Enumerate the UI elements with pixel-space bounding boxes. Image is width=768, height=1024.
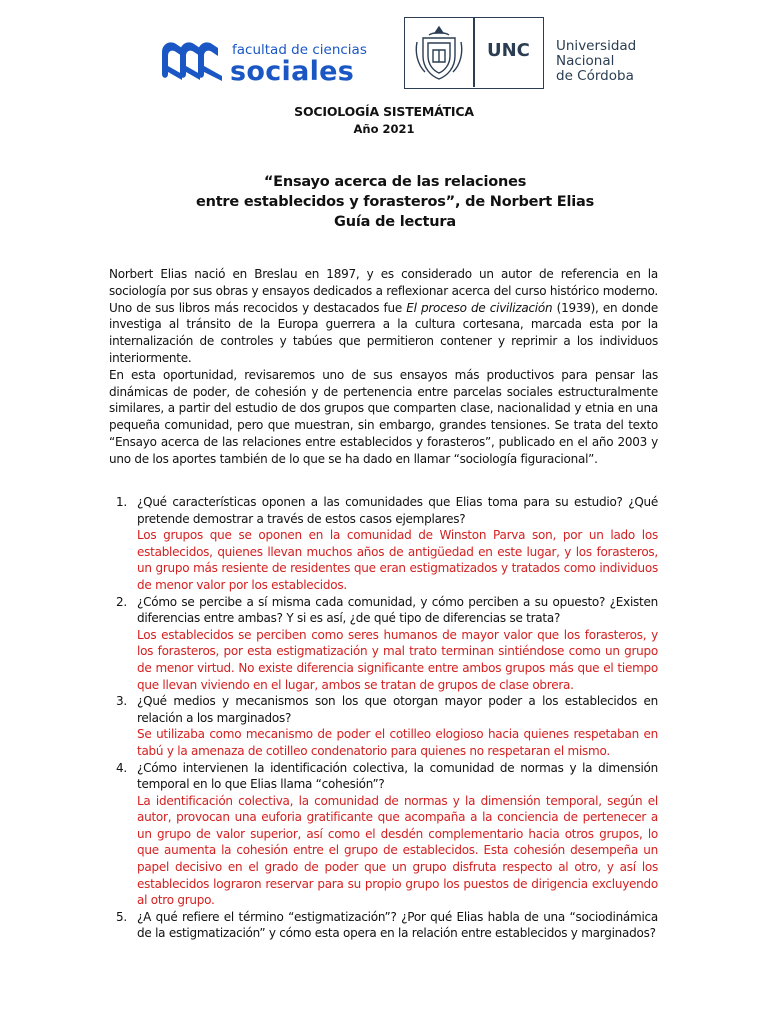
course-title: SOCIOLOGÍA SISTEMÁTICA [294,104,474,119]
question-text: ¿Cómo se percibe a sí misma cada comunidad, y cómo perciben a su opuesto? ¿Existen diferencias entre ambas? Y si es así, ¿de qué tipo de diferencias se trata? [137,594,658,626]
intro-p1-after: (1939), en donde investiga al tránsito de la Europa guerrera a la cultura cortesana, marcada esta por la internalización de controles y tabúes que permitieron contener y reprimir a los individuos interiormente. [109,300,658,365]
unc-logo [404,17,644,93]
intro-paragraph-1 [109,266,658,367]
document-title-line3: Guía de lectura [334,214,456,230]
unc-logo-name [556,39,636,84]
document-title-line1: “Ensayo acerca de las relaciones [263,174,527,190]
question-number: 3. [116,694,127,709]
question-number: 2. [116,594,127,609]
question-list [109,494,658,942]
course-year: Año 2021 [353,122,415,136]
unc-logo-divider [473,18,475,87]
unc-name-line2: Nacional [556,53,615,69]
intro-paragraph-2: En esta oportunidad, revisaremos uno de sus ensayos más productivos para pensar las dinámicas de poder, de cohesión y de pertenencia entre parcelas sociales estructuralmente similares, a partir del estudio de dos grupos que comparten clase, nacionalidad y etnia en una pequeña comunidad, pero que muestran, sin embargo, grandes tensiones. Se trata del texto “Ensayo acerca de las relaciones entre establecidos y forasteros”, publicado en el año 2003 y uno de los aportes también de lo que se ha dado en llamar “sociología figuracional”. [109,367,658,466]
question-number: 5. [116,909,127,924]
unc-logo-abbr: UNC [487,40,530,61]
question-number: 1. [116,495,127,509]
answer-text: La identificación colectiva, la comunidad de normas y la dimensión temporal, según el autor, provocan una euforia gratificante que acompaña a la conciencia de pertenecer a un grupo de valor superior, así como el desdén complementario hacia otros grupos, lo que aumenta la cohesión entre el grupo de establecidos. Esta cohesión desempeña un papel decisivo en el grado de poder que un grupo disfruta respecto al otro, y así los establecidos lograron reservar para su propio grupo los puestos de dirigencia excluyendo al otro grupo. [137,793,658,908]
unc-seal-icon [413,24,465,82]
header [0,14,768,94]
facultad-ciencias-sociales-logo [160,34,380,92]
question-number: 4. [116,760,127,775]
answer-text: Los establecidos se perciben como seres humanos de mayor valor que los forasteros, y los forasteros, por esta estigmatización y mal trato terminan sintiéndose como un grupo de menor virtud. No existe diferencia significante entre ambos grupos más que el tiempo que llevan viviendo en el lugar, ambos se tratan de grupos de clase obrera. [137,627,658,692]
question-item [109,760,658,909]
question-item [109,693,658,759]
intro-p1-before: Norbert Elias nació en Breslau en 1897, y es considerado un autor de referencia en la sociología por sus obras y ensayos dedicados a reflexionar acerca del curso histórico moderno. Uno de sus libros más recocidos y destacados fue [109,267,658,315]
unc-name-line1: Universidad [556,38,637,54]
question-text: ¿Cómo intervienen la identificación colectiva, la comunidad de normas y la dimensión temporal en lo que Elias llama “cohesión”? [137,760,658,792]
answer-text: Se utilizaba como mecanismo de poder el cotilleo elogioso hacia quienes respetaban en tabú y la amenaza de cotilleo condenatorio para quienes no respetaran el mismo. [137,727,658,758]
document-title [0,172,768,232]
unc-name-line3: de Córdoba [556,68,634,84]
question-text: ¿Qué características oponen a las comunidades que Elias toma para su estudio? ¿Qué pretende demostrar a través de estos casos ejemplares? [137,495,658,526]
unc-logo-box [404,17,544,89]
question-text: ¿A qué refiere el término “estigmatización”? ¿Por qué Elias habla de una “sociodinámica de la estigmatización” y cómo esta opera en la relación entre establecidos y marginados? [137,909,658,941]
answer-text: Los grupos que se oponen en la comunidad de Winston Parva son, por un lado los establecidos, quienes llevan muchos años de antigüedad en este lugar, y los forasteros, un grupo más resiente de residentes que eran estigmatizados y tratados como individuos de menor valor por los establecidos. [137,528,658,592]
book-title: El proceso de civilización [406,300,553,315]
document-title-line2: entre establecidos y forasteros”, de Norbert Elias [195,194,595,210]
fcs-logo-line2: sociales [230,56,355,87]
fcs-logo-line1: facultad de ciencias [232,42,367,58]
question-item [109,594,658,694]
course-heading [0,104,768,136]
question-text: ¿Qué medios y mecanismos son los que otorgan mayor poder a los establecidos en relación a los marginados? [137,694,658,725]
question-item [109,494,658,594]
fcs-wave-logo-icon [160,38,226,82]
question-item [109,909,658,942]
introduction [109,266,658,468]
